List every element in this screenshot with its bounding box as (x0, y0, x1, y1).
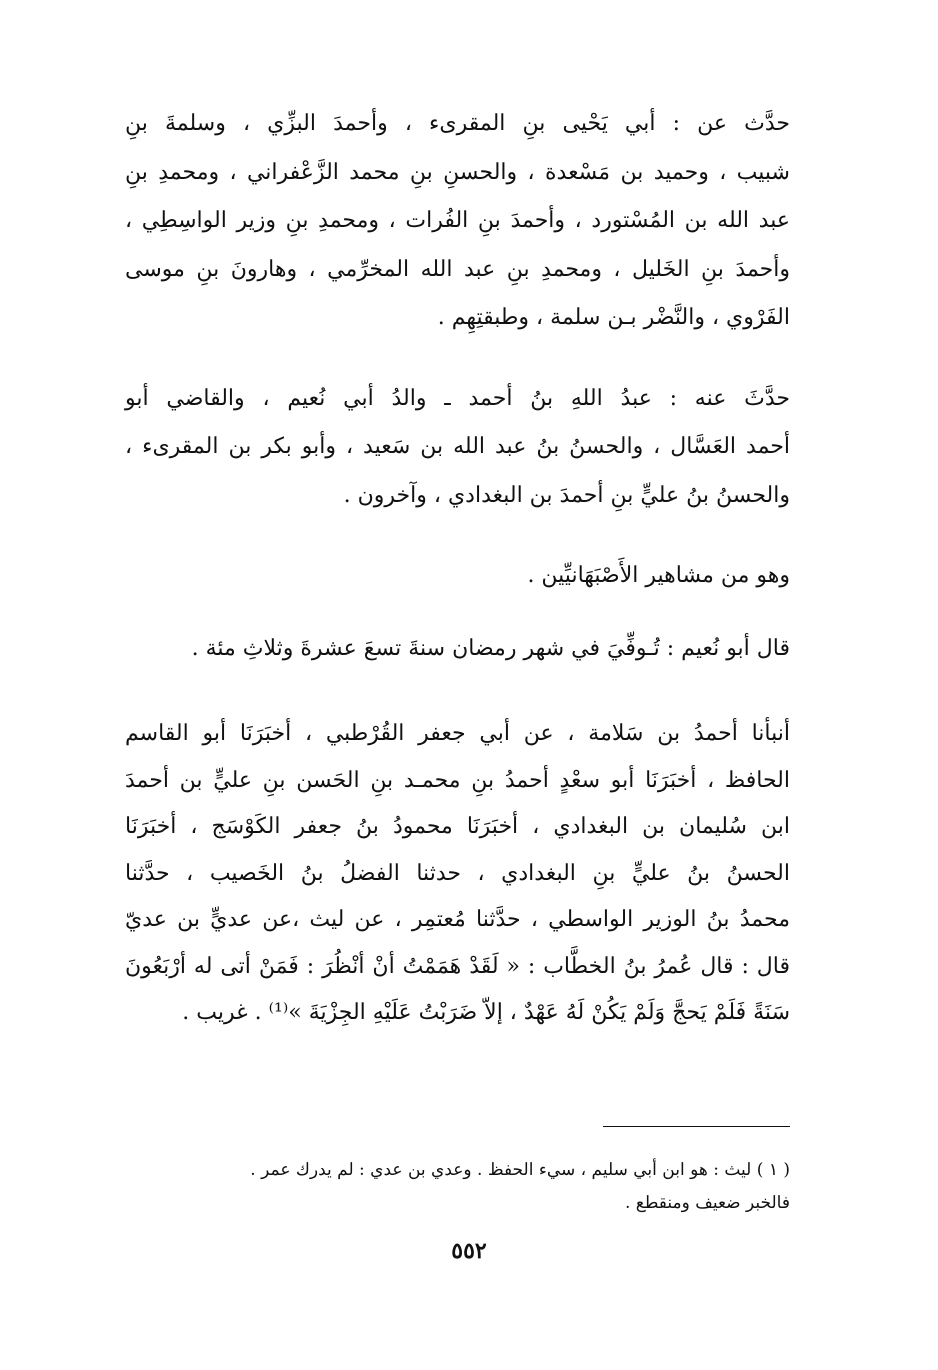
text-line: محمدُ بنُ الوزير الواسطي ، حدَّثنا مُعتمِر ، عن ليث ،عن عديٍّ بن عديّ (125, 907, 790, 932)
text-line: والحسنُ بنُ عليٍّ بنِ أحمدَ بن البغدادي ، وآخرون . (343, 482, 790, 508)
paragraph-students (125, 375, 790, 521)
footnote-line: ( ١ ) ليث : هو ابن أبي سليم ، سيء الحفظ . وعدي بن عدي : لم يدرك عمر . (250, 1160, 790, 1180)
text-line: عبد الله بن المُسْتورد ، وأحمدَ بنِ الفُرات ، ومحمدِ بنِ وزير الواسِطِي ، (125, 208, 790, 233)
text-line: حدَّث عن : أبي يَحْيى بنِ المقرىء ، وأحمدَ البزِّي ، وسلمةَ بنِ (125, 111, 790, 136)
footnote (125, 1154, 790, 1220)
text-line: قال أبو نُعيم : تُـوفِّيَ في شهر رمضان سنةَ تسعَ عشرةَ وثلاثِ مئة . (191, 635, 790, 661)
text-line: وأحمدَ بنِ الخَليل ، ومحمدِ بنِ عبد الله المخرِّمي ، وهارونَ بنِ موسى (125, 256, 790, 282)
paragraph-teachers (125, 100, 790, 343)
text-line: أنبأنا أحمدُ بن سَلامة ، عن أبي جعفر القُرْطبي ، أخبَرَنَا أبو القاسم (125, 721, 790, 746)
footnote-divider (603, 1126, 790, 1127)
paragraph-hadith (125, 711, 790, 1037)
text-line: الفَرْوي ، والنَّضْر بـن سلمة ، وطبقتِهِم . (437, 305, 790, 330)
text-line: أحمد العَسَّال ، والحسنُ بنُ عبد الله بن سَعيد ، وأبو بكر بن المقرىء ، (125, 434, 790, 459)
text-line: ابن سُليمان بن البغدادي ، أخبَرَنَا محمودُ بنُ جعفر الكَوْسَج ، أخبَرَنَا (125, 814, 790, 839)
text-line: قال : قال عُمرُ بنُ الخطَّاب : « لَقَدْ هَمَمْتُ أنْ أنْظُرَ : فَمَنْ أتى له أرْبَعُونَ (125, 953, 790, 979)
footnote-line: فالخبر ضعيف ومنقطع . (625, 1193, 790, 1213)
page-body (125, 100, 790, 1069)
page-number: ٥٥٢ (451, 1238, 487, 1264)
text-line: الحافظ ، أخبَرَنَا أبو سعْدٍ أحمدُ بنِ محمـد بنِ الحَسن بنِ عليٍّ بن أحمدَ (125, 767, 790, 793)
text-line: حدَّثَ عنه : عبدُ اللهِ بنُ أحمد ـ والدُ أبي نُعيم ، والقاضي أبو (125, 385, 790, 411)
paragraph-death (125, 625, 790, 674)
text-line: شبيب ، وحميد بن مَسْعدة ، والحسنِ بنِ محمد الزَّعْفراني ، ومحمدِ بنِ (125, 159, 790, 185)
paragraph-fame (125, 552, 790, 601)
text-line: الحسنُ بنُ عليٍّ بنِ البغدادي ، حدثنا الفضلُ بنُ الخَصيب ، حدَّثنا (125, 860, 790, 886)
text-line: سَنَةً فَلَمْ يَحجَّ وَلَمْ يَكُنْ لَهُ عَهْدٌ ، إلاّ ضَرَبْتُ عَلَيْهِ الجِزْيَةَ »⁽¹⁾ . غريب . (182, 1000, 790, 1025)
text-line: وهو من مشاهير الأَصْبَهَانيِّين . (527, 563, 790, 588)
